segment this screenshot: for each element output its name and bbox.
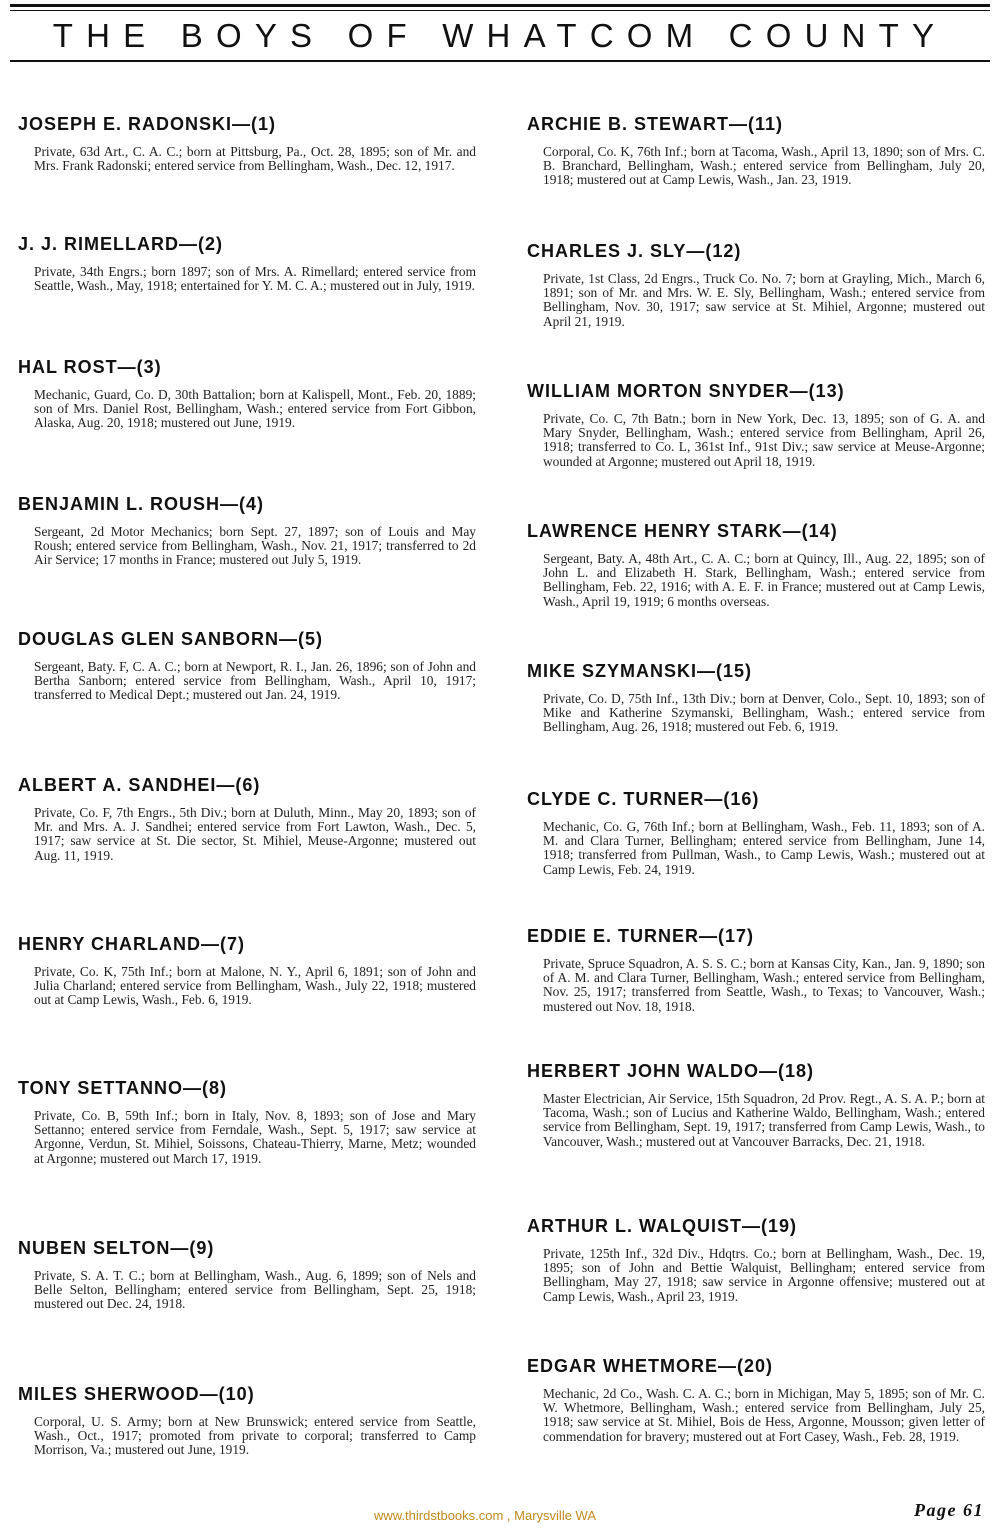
entry-20: [527, 1355, 985, 1444]
entry-bio: Corporal, U. S. Army; born at New Brunswick; entered service from Seattle, Wash., Oct., 1917; promoted from private to corporal; transferred to Camp Morrison, Va.; mustered out June, 1919.: [34, 1414, 476, 1458]
entry-8: [18, 1077, 476, 1166]
entry-name: ARTHUR L. WALQUIST—(19): [527, 1216, 797, 1236]
entry-name: HAL ROST—(3): [18, 357, 162, 377]
entry-bio: Sergeant, 2d Motor Mechanics; born Sept. 27, 1897; son of Louis and May Roush; entered service from Bellingham, Wash., Nov. 21, 1917; transferred to 2d Air Service; 17 months in France; mustered out July 5, 1919.: [34, 524, 476, 568]
entry-18: [527, 1060, 985, 1149]
entry-12: [527, 240, 985, 329]
entry-2: [18, 233, 476, 293]
entry-bio: Private, Co. D, 75th Inf., 13th Div.; born at Denver, Colo., Sept. 10, 1893; son of Mike and Katherine Szymanski, Bellingham, Wash.; entered service from Bellingham, Aug. 26, 1918; mustered out Feb. 6, 1919.: [543, 691, 985, 735]
entry-bio: Private, S. A. T. C.; born at Bellingham, Wash., Aug. 6, 1899; son of Nels and Belle Selton, Bellingham; entered service from Bellingham, Sept. 25, 1918; mustered out Dec. 24, 1918.: [34, 1268, 476, 1312]
header-underline: [10, 60, 990, 62]
entry-name: DOUGLAS GLEN SANBORN—(5): [18, 629, 324, 649]
entry-bio: Private, 63d Art., C. A. C.; born at Pittsburg, Pa., Oct. 28, 1895; son of Mr. and Mrs. Frank Radonski; entered service from Bellingham, Wash., Dec. 12, 1917.: [34, 144, 476, 174]
page-title: THE BOYS OF WHATCOM COUNTY: [52, 17, 948, 54]
entry-bio: Private, Co. C, 7th Batn.; born in New York, Dec. 13, 1895; son of G. A. and Mary Snyder, Bellingham, Wash.; entered service from Bellingham, April 26, 1918; transferred to Co. L, 361st Inf., 91st Div.; saw service at Meuse-Argonne; wounded at Argonne; mustered out April 18, 1919.: [543, 411, 985, 469]
entry-13: [527, 380, 985, 469]
entry-name: HENRY CHARLAND—(7): [18, 934, 246, 954]
entry-1: [18, 113, 476, 173]
entry-bio: Corporal, Co. K, 76th Inf.; born at Tacoma, Wash., April 13, 1890; son of Mrs. C. B. Branchard, Bellingham, Wash.; entered service from Bellingham, July 20, 1918; mustered out at Camp Lewis, Wash., Jan. 23, 1919.: [543, 144, 985, 188]
entry-name: TONY SETTANNO—(8): [18, 1078, 228, 1098]
top-rule-thick: [10, 4, 990, 7]
entry-name: J. J. RIMELLARD—(2): [18, 234, 224, 254]
entry-11: [527, 113, 985, 188]
entry-name: ARCHIE B. STEWART—(11): [527, 114, 784, 134]
entry-bio: Sergeant, Baty. F, C. A. C.; born at Newport, R. I., Jan. 26, 1896; son of John and Bertha Sanborn; entered service from Bellingham, Wash., April 10, 1917; transferred to Medical Dept.; mustered out Jan. 24, 1919.: [34, 659, 476, 703]
top-rule-thin: [10, 10, 990, 11]
entry-bio: Private, 125th Inf., 32d Div., Hdqtrs. Co.; born at Bellingham, Wash., Dec. 19, 1895; son of John and Bettie Walquist, Bellingham; entered service from Bellingham, May 27, 1918; saw service in Argonne offensive; mustered out at Camp Lewis, Wash., April 23, 1919.: [543, 1246, 985, 1304]
entry-bio: Master Electrician, Air Service, 15th Squadron, 2d Prov. Regt., A. S. A. P.; born at Tacoma, Wash.; son of Lucius and Katherine Waldo, Bellingham, Wash.; entered service from Bellingham, Sept. 19, 1917; transferred from Camp Lewis, Wash., to Vancouver, Wash.; mustered out at Vancouver Barracks, Dec. 21, 1918.: [543, 1091, 985, 1149]
entry-bio: Private, Co. K, 75th Inf.; born at Malone, N. Y., April 6, 1891; son of John and Julia Charland; entered service from Bellingham, Wash., July 22, 1918; mustered out at Camp Lewis, Wash., Feb. 6, 1919.: [34, 964, 476, 1008]
entry-bio: Mechanic, Guard, Co. D, 30th Battalion; born at Kalispell, Mont., Feb. 20, 1889; son of Mrs. Daniel Rost, Bellingham, Wash.; entered service from Fort Gibbon, Alaska, Aug. 20, 1918; mustered out June, 1919.: [34, 387, 476, 431]
page-number: Page 61: [914, 1500, 984, 1520]
entry-name: WILLIAM MORTON SNYDER—(13): [527, 381, 845, 401]
entry-3: [18, 356, 476, 431]
entry-6: [18, 774, 476, 863]
entry-17: [527, 925, 985, 1014]
footer-source-url: www.thirdstbooks.com , Marysville WA: [374, 1508, 597, 1523]
entry-bio: Mechanic, Co. G, 76th Inf.; born at Bellingham, Wash., Feb. 11, 1893; son of A. M. and Clara Turner, Bellingham; entered service from Bellingham, June 14, 1918; transferred from Pullman, Wash., to Camp Lewis, Wash.; mustered out at Camp Lewis, Feb. 24, 1919.: [543, 819, 985, 877]
entry-name: JOSEPH E. RADONSKI—(1): [18, 114, 277, 134]
entry-14: [527, 520, 985, 609]
entry-5: [18, 628, 476, 703]
entry-bio: Private, Co. F, 7th Engrs., 5th Div.; born at Duluth, Minn., May 20, 1893; son of Mr. and Mrs. A. J. Sandhei; entered service from Fort Lawton, Wash., Dec. 5, 1917; saw service at St. Die sector, St. Mihiel, Meuse-Argonne; mustered out Aug. 11, 1919.: [34, 805, 476, 863]
entry-bio: Private, Co. B, 59th Inf.; born in Italy, Nov. 8, 1893; son of Jose and Mary Settanno; entered service from Ferndale, Wash., Sept. 5, 1917; saw service at Argonne, Verdun, St. Mihiel, Soissons, Chateau-Thierry, Marne, Metz; wounded at Argonne; mustered out March 17, 1919.: [34, 1108, 476, 1166]
entry-name: MIKE SZYMANSKI—(15): [527, 661, 753, 681]
entry-name: NUBEN SELTON—(9): [18, 1238, 215, 1258]
entry-10: [18, 1383, 476, 1458]
entry-name: BENJAMIN L. ROUSH—(4): [18, 494, 265, 514]
entry-name: EDGAR WHETMORE—(20): [527, 1356, 774, 1376]
entry-bio: Mechanic, 2d Co., Wash. C. A. C.; born in Michigan, May 5, 1895; son of Mr. C. W. Whetmore, Bellingham, Wash.; entered service from Bellingham, July 25, 1918; saw service at St. Mihiel, Bois de Hess, Argonne, Mousson; given letter of commendation for bravery; mustered out at Fort Casey, Wash., Feb. 28, 1919.: [543, 1386, 985, 1444]
entry-7: [18, 933, 476, 1008]
entry-15: [527, 660, 985, 735]
entry-16: [527, 788, 985, 877]
entry-name: ALBERT A. SANDHEI—(6): [18, 775, 261, 795]
entry-bio: Private, 34th Engrs.; born 1897; son of Mrs. A. Rimellard; entered service from Seattle, Wash., May, 1918; entertained for Y. M. C. A.; mustered out in July, 1919.: [34, 264, 476, 294]
entry-4: [18, 493, 476, 568]
entry-bio: Private, Spruce Squadron, A. S. S. C.; born at Kansas City, Kan., Jan. 9, 1890; son of A. M. and Clara Turner, Bellingham, Wash.; entered service from Bellingham, Nov. 25, 1917; transferred from Seattle, Wash., to Texas; to Vancouver, Wash.; mustered out Nov. 18, 1918.: [543, 956, 985, 1014]
entry-name: CLYDE C. TURNER—(16): [527, 789, 760, 809]
entry-name: EDDIE E. TURNER—(17): [527, 926, 755, 946]
entry-name: MILES SHERWOOD—(10): [18, 1384, 255, 1404]
entry-bio: Private, 1st Class, 2d Engrs., Truck Co. No. 7; born at Grayling, Mich., March 6, 1891; son of Mr. and Mrs. W. E. Sly, Bellingham, Wash.; entered service from Bellingham, Nov. 30, 1917; saw service at St. Mihiel, Argonne; mustered out April 21, 1919.: [543, 271, 985, 329]
entry-19: [527, 1215, 985, 1304]
entry-name: CHARLES J. SLY—(12): [527, 241, 742, 261]
entry-name: HERBERT JOHN WALDO—(18): [527, 1061, 815, 1081]
entry-bio: Sergeant, Baty. A, 48th Art., C. A. C.; born at Quincy, Ill., Aug. 22, 1895; son of John L. and Elizabeth H. Stark, Bellingham, Wash.; entered service from Bellingham, Feb. 22, 1916; with A. E. F. in France; mustered out at Camp Lewis, Wash., April 19, 1919; 6 months overseas.: [543, 551, 985, 609]
entry-name: LAWRENCE HENRY STARK—(14): [527, 521, 838, 541]
entry-9: [18, 1237, 476, 1312]
